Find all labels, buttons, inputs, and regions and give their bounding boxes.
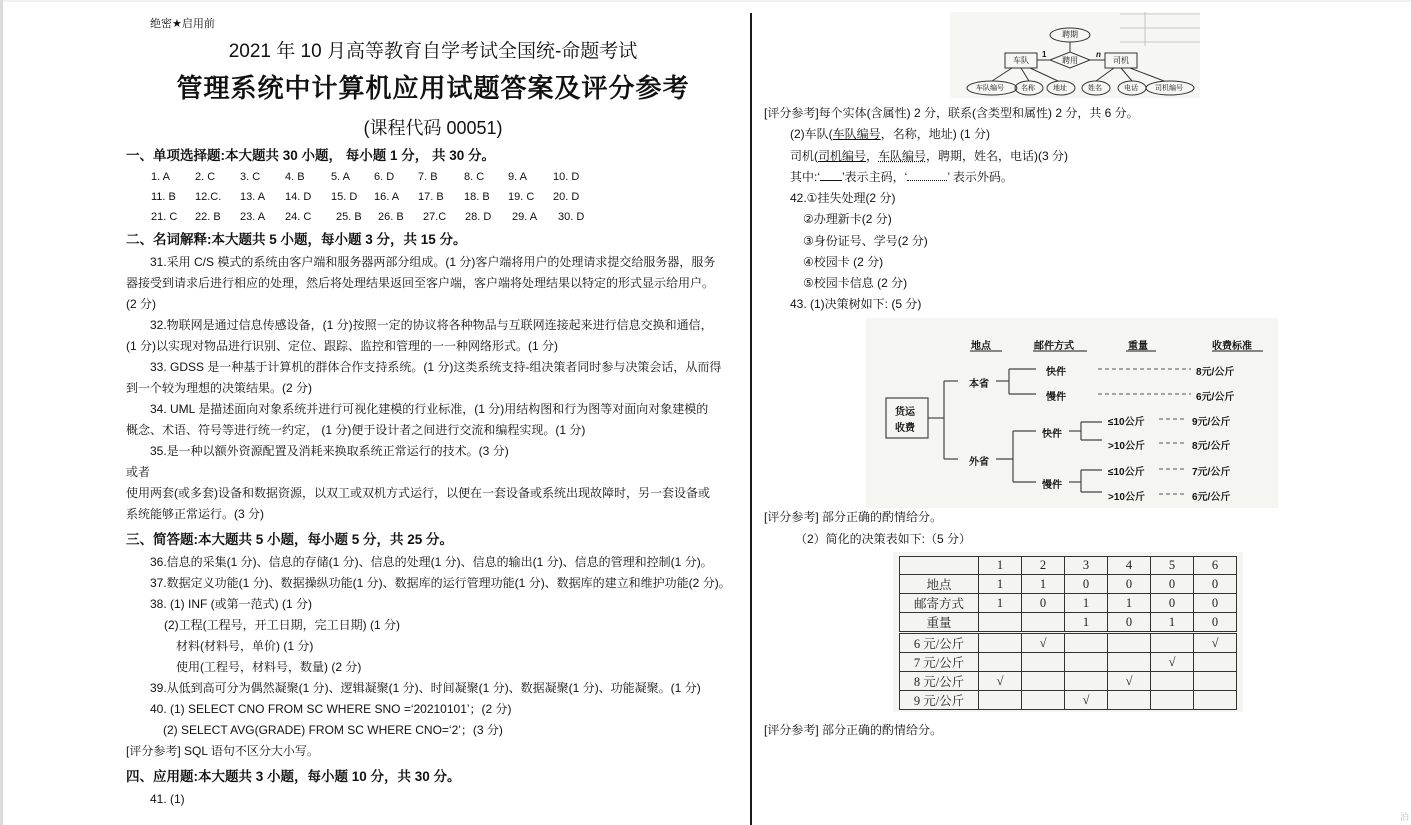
- er-card-1: 1: [1042, 50, 1047, 59]
- table-cell: [1108, 653, 1151, 672]
- table-cell: [1194, 653, 1237, 672]
- q34-line: 概念、术语、符号等进行统一约定， (1 分)便于设计者之间进行交流和编程实现。(1 分): [126, 423, 586, 437]
- tree-fee: 8元/公斤: [1192, 441, 1231, 452]
- text: 其中:‘: [790, 170, 821, 184]
- q41-key-legend: [790, 169, 1013, 185]
- q42-2: ②办理新卡(2 分): [803, 212, 892, 226]
- decision-tree: [866, 318, 1278, 508]
- answer: 27.C: [423, 211, 447, 223]
- er-rel-attr: 聘期: [1062, 30, 1078, 39]
- answer: 11. B: [151, 191, 176, 203]
- q41-3: [790, 148, 1068, 164]
- tree-col-header: 重量: [1128, 341, 1148, 352]
- q35-line: 使用两套(或多套)设备和数据资源，以双工或双机方式运行，以便在一套设备或系统出现故障时，另一套设备或: [126, 486, 710, 500]
- tree-weight: ≤10公斤: [1108, 467, 1145, 478]
- section3-body: [126, 552, 742, 762]
- answer: 20. D: [553, 191, 580, 203]
- table-cell: 1: [1065, 613, 1108, 633]
- answer: 26. B: [378, 211, 404, 223]
- q31-line: (2 分): [126, 297, 157, 311]
- tree-col-header: 邮件方式: [1034, 341, 1074, 352]
- answer: 18. B: [464, 191, 490, 203]
- primary-key: 车队编号: [832, 127, 881, 141]
- table-cell: [1151, 672, 1194, 691]
- tree-mode: 快件: [1046, 367, 1066, 378]
- er-attr: 姓名: [1088, 85, 1102, 92]
- table-row: [900, 594, 1237, 613]
- table-cell: [1194, 691, 1237, 710]
- tree-weight: ≤10公斤: [1108, 417, 1145, 428]
- table-cell: 0: [1151, 594, 1194, 613]
- q33-line: 到一个较为理想的决策结果。(2 分): [126, 381, 313, 395]
- q37: 37.数据定义功能(1 分)、数据操纵功能(1 分)、数据库的运行管理功能(1 分)、数据库的建立和维护功能(2 分)。: [150, 576, 731, 590]
- table-row: [900, 613, 1237, 633]
- er-entity-team: 车队: [1013, 56, 1029, 65]
- table-cell: 0: [1065, 575, 1108, 594]
- q33-line: 33. GDSS 是一种基于计算机的群体合作支持系统。(1 分)这类系统支持-组决策者同时参与决策会话，从而得: [150, 360, 722, 374]
- q38-2a: (2)工程(工程号，开工日期，完工日期) (1 分): [164, 618, 400, 632]
- text: ，: [866, 149, 879, 163]
- tree-root: 收费: [895, 423, 915, 434]
- answer: 10. D: [553, 171, 580, 183]
- q40-1: 40. (1) SELECT CNO FROM SC WHERE SNO =‘20210101’；(2 分): [150, 702, 512, 716]
- condition-label: 邮寄方式: [900, 594, 979, 613]
- condition-label: 重量: [900, 613, 979, 633]
- answer: 12.C.: [195, 191, 222, 203]
- table-row: [900, 672, 1237, 691]
- table-cell: [1022, 613, 1065, 633]
- q42-4: ④校园卡 (2 分): [803, 255, 884, 269]
- answer: 25. B: [336, 211, 362, 223]
- page-title: 管理系统中计算机应用试题答案及评分参考: [176, 73, 690, 103]
- answer: 6. D: [374, 171, 395, 183]
- table-cell: 0: [1151, 575, 1194, 594]
- er-attr: 地址: [1053, 85, 1067, 92]
- text: (2)车队(: [790, 127, 833, 141]
- table-header-cell: 1: [979, 557, 1022, 575]
- q32-line: 32.物联网是通过信息传感设备，(1 分)按照一定的协议将各种物品与互联网连接起来进行信息交换和通信，: [150, 318, 713, 332]
- table-cell: 0: [1022, 594, 1065, 613]
- q40-2: (2) SELECT AVG(GRADE) FROM SC WHERE CNO=‘2’；(3 分): [163, 723, 503, 737]
- tree-col-header: 收费标准: [1212, 341, 1252, 352]
- q36: 36.信息的采集(1 分)、信息的存储(1 分)、信息的处理(1 分)、信息的输出(1 分)、信息的管理和控制(1 分)。: [150, 555, 713, 569]
- tree-mode: 慢件: [1042, 480, 1062, 491]
- q41-2: [790, 126, 990, 142]
- q40-note: [评分参考] SQL 语句不区分大小写。: [126, 744, 319, 758]
- table-cell: √: [1151, 653, 1194, 672]
- answer: 30. D: [558, 211, 585, 223]
- table-header-cell: 3: [1065, 557, 1108, 575]
- table-cell: √: [1194, 633, 1237, 653]
- table-row: [900, 575, 1237, 594]
- table-cell: [1022, 691, 1065, 710]
- tree-fee: 7元/公斤: [1192, 467, 1231, 478]
- answer: 2. C: [195, 171, 216, 183]
- fk-underline-sample: [907, 170, 947, 181]
- table-cell: 1: [1022, 575, 1065, 594]
- q39: 39.从低到高可分为偶然凝聚(1 分)、逻辑凝聚(1 分)、时间凝聚(1 分)、数据凝聚(1 分)、功能凝聚。(1 分): [150, 681, 701, 695]
- table-cell: [1022, 653, 1065, 672]
- q31-line: 31.采用 C/S 模式的系统由客户端和服务器两部分组成。(1 分)客户端将用户的处理请求提交给服务器，服务: [150, 255, 716, 269]
- tree-mode: 快件: [1042, 429, 1062, 440]
- table-header-cell: 6: [1194, 557, 1237, 575]
- decision-table-image: [893, 552, 1243, 712]
- pk-underline-sample: [820, 170, 842, 181]
- action-label: 6 元/公斤: [900, 633, 979, 653]
- table-cell: 1: [1065, 594, 1108, 613]
- action-label: 7 元/公斤: [900, 653, 979, 672]
- tree-fee: 6元/公斤: [1196, 392, 1235, 403]
- answer: 7. B: [418, 171, 438, 183]
- answer: 8. C: [464, 171, 485, 183]
- table-cell: [1065, 633, 1108, 653]
- section1-heading: 一、单项选择题:本大题共 30 小题， 每小题 1 分， 共 30 分。: [126, 148, 496, 163]
- answer: 22. B: [195, 211, 221, 223]
- text: ’ 表示外码。: [947, 170, 1013, 184]
- table-header-row: [900, 557, 1237, 575]
- q35-line: 系统能够正常运行。(3 分): [126, 507, 265, 521]
- decision-table: [899, 556, 1237, 710]
- section2-body: [126, 252, 742, 525]
- answer: 13. A: [240, 191, 266, 203]
- er-card-n: n: [1096, 50, 1101, 59]
- table-cell: [1022, 672, 1065, 691]
- action-label: 8 元/公斤: [900, 672, 979, 691]
- tree-col-header: 地点: [971, 341, 991, 352]
- answer: 28. D: [465, 211, 492, 223]
- table-cell: [1151, 633, 1194, 653]
- table-cell: 0: [1108, 575, 1151, 594]
- tree-weight: >10公斤: [1108, 441, 1145, 452]
- tree-place-other: 外省: [969, 457, 989, 468]
- tree-weight: >10公斤: [1108, 492, 1145, 503]
- table-cell: √: [1022, 633, 1065, 653]
- table-cell: [1194, 672, 1237, 691]
- table-header-cell: 5: [1151, 557, 1194, 575]
- answer: 14. D: [285, 191, 312, 203]
- q42-1: 42.①挂失处理(2 分): [790, 191, 896, 205]
- answer: 29. A: [512, 211, 538, 223]
- answer: 1. A: [151, 171, 170, 183]
- q38-1: 38. (1) INF (或第一范式) (1 分): [150, 597, 313, 611]
- table-cell: √: [1065, 691, 1108, 710]
- q43-2: （2）简化的决策表如下:（5 分）: [795, 532, 972, 546]
- answer: 21. C: [151, 211, 178, 223]
- section2-heading: 二、名词解释:本大题共 5 小题，每小题 3 分，共 15 分。: [126, 232, 467, 247]
- q43-1: 43. (1)决策树如下: (5 分): [790, 297, 922, 311]
- answer: 4. B: [285, 171, 305, 183]
- primary-key: 司机编号: [818, 149, 867, 163]
- q38-2b: 材料(材料号，单价) (1 分): [176, 639, 314, 653]
- table-cell: 0: [1108, 613, 1151, 633]
- tree-fee: 6元/公斤: [1192, 492, 1231, 503]
- viewer-top-edge: [0, 0, 1411, 2]
- table-header-cell: 4: [1108, 557, 1151, 575]
- q31-line: 器接受到请求后进行相应的处理，然后将处理结果返回至客户端，客户端将处理结果以特定的形式显示给用户。: [126, 276, 715, 290]
- er-attr: 司机编号: [1155, 85, 1183, 92]
- table-cell: 0: [1194, 575, 1237, 594]
- table-cell: 1: [979, 594, 1022, 613]
- table-cell: [1065, 672, 1108, 691]
- er-attr: 电话: [1124, 85, 1138, 92]
- text: 司机(: [790, 149, 818, 163]
- table-grading-note: [评分参考] 部分正确的酌情给分。: [764, 723, 943, 737]
- q38-2c: 使用(工程号，材料号，数量) (2 分): [176, 660, 362, 674]
- q42-5: ⑤校园卡信息 (2 分): [803, 276, 908, 290]
- watermark: 泊: [1399, 812, 1409, 822]
- tree-place-local: 本省: [969, 379, 989, 390]
- table-header-cell: 2: [1022, 557, 1065, 575]
- q41-1: 41. (1): [150, 792, 185, 806]
- table-cell: [1108, 691, 1151, 710]
- exam-title: 2021 年 10 月高等教育自学考试全国统-命题考试: [228, 41, 638, 62]
- er-attr: 车队编号: [976, 85, 1004, 92]
- table-cell: 1: [979, 575, 1022, 594]
- table-cell: √: [979, 672, 1022, 691]
- table-cell: 0: [1194, 613, 1237, 633]
- answer: 23. A: [240, 211, 266, 223]
- table-row: [900, 691, 1237, 710]
- q35-or: 或者: [126, 465, 151, 479]
- section4-heading: 四、应用题:本大题共 3 小题，每小题 10 分，共 30 分。: [126, 769, 461, 784]
- table-cell: √: [1108, 672, 1151, 691]
- er-relationship: 聘用: [1062, 56, 1078, 65]
- table-cell: [1065, 653, 1108, 672]
- table-cell: [979, 691, 1022, 710]
- action-label: 9 元/公斤: [900, 691, 979, 710]
- answer: 19. C: [508, 191, 535, 203]
- q42-3: ③身份证号、学号(2 分): [803, 234, 928, 248]
- tree-mode: 慢件: [1046, 392, 1066, 403]
- table-cell: [979, 613, 1022, 633]
- er-diagram: [950, 12, 1200, 98]
- section3-heading: 三、简答题:本大题共 5 小题，每小题 5 分，共 25 分。: [126, 532, 454, 547]
- table-row: [900, 653, 1237, 672]
- answer: 3. C: [240, 171, 261, 183]
- tree-fee: 9元/公斤: [1192, 417, 1231, 428]
- answer: 24. C: [285, 211, 312, 223]
- table-cell: [900, 557, 979, 575]
- course-code: (课程代码 00051): [363, 118, 503, 138]
- tree-grading-note: [评分参考] 部分正确的酌情给分。: [764, 510, 943, 524]
- q34-line: 34. UML 是描述面向对象系统并进行可视化建模的行业标准，(1 分)用结构图和行为图等对面向对象建模的: [150, 402, 709, 416]
- q32-line: (1 分)以实现对物品进行识别、定位、跟踪、监控和管理的一一种网络形式。(1 分): [126, 339, 559, 353]
- tree-fee: 8元/公斤: [1196, 367, 1235, 378]
- text: ，聘期，姓名，电话)(3 分): [926, 149, 1069, 163]
- answer: 5. A: [331, 171, 350, 183]
- tree-root: 货运: [895, 407, 915, 418]
- text: ，名称，地址) (1 分): [880, 127, 991, 141]
- secret-mark: 绝密★启用前: [150, 18, 215, 30]
- table-cell: 1: [1151, 613, 1194, 633]
- er-grading-note: [评分参考]每个实体(含属性) 2 分，联系(含类型和属性) 2 分，共 6 分。: [764, 106, 1139, 120]
- condition-label: 地点: [900, 575, 979, 594]
- table-cell: [1108, 633, 1151, 653]
- table-cell: [979, 653, 1022, 672]
- q35-line: 35.是一种以额外资源配置及消耗来换取系统正常运行的技术。(3 分): [150, 444, 509, 458]
- er-entity-driver: 司机: [1113, 56, 1129, 65]
- table-cell: 0: [1194, 594, 1237, 613]
- table-cell: [979, 633, 1022, 653]
- table-cell: 1: [1108, 594, 1151, 613]
- foreign-key: 车队编号: [878, 149, 927, 163]
- answer: 15. D: [331, 191, 358, 203]
- table-cell: [1151, 691, 1194, 710]
- table-row: [900, 633, 1237, 653]
- answer: 17. B: [418, 191, 444, 203]
- answer: 16. A: [374, 191, 400, 203]
- answer: 9. A: [508, 171, 527, 183]
- er-attr: 名称: [1021, 85, 1035, 92]
- text: ’表示主码，‘: [842, 170, 908, 184]
